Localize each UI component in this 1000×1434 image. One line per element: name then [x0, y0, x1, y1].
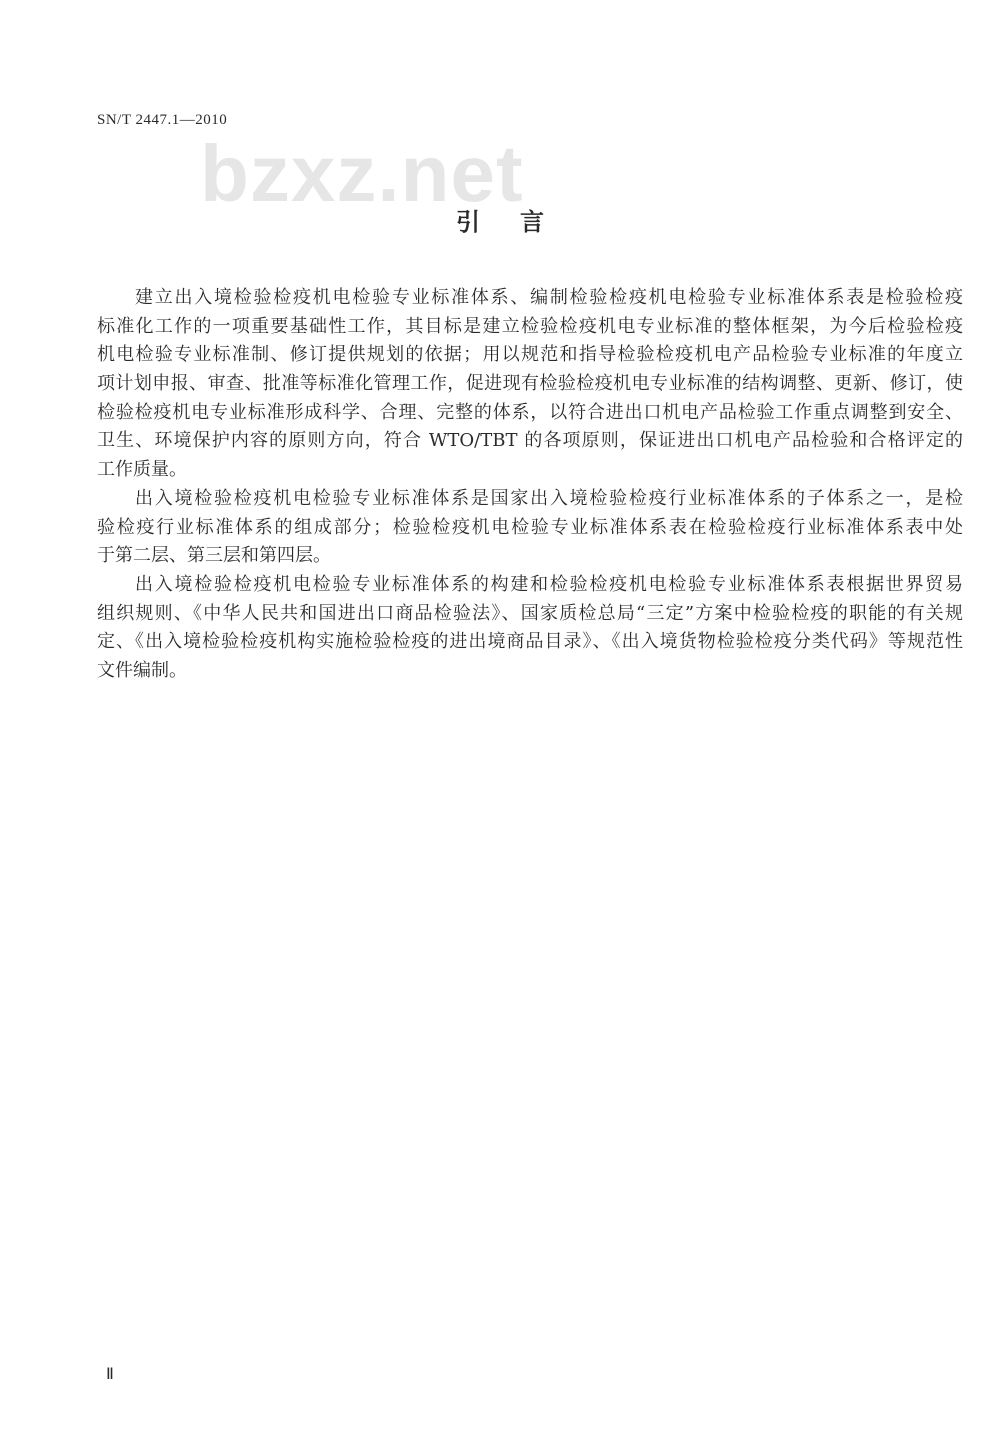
paragraph-line: 验检疫行业标准体系的组成部分；检验检疫机电检验专业标准体系表在检验检疫行业标准体系表中处	[97, 516, 963, 538]
paragraph-line: 建立出入境检验检疫机电检验专业标准体系、编制检验检疫机电检验专业标准体系表是检验检疫	[135, 287, 963, 308]
paragraph-line: 定、《出入境检验检疫机构实施检验检疫的进出境商品目录》、《出入境货物检验检疫分类代码》等规范性	[97, 631, 963, 653]
document-body	[97, 284, 963, 686]
paragraph-line: 文件编制。	[97, 659, 187, 681]
paragraph-line: 标准化工作的一项重要基础性工作，其目标是建立检验检疫机电专业标准的整体框架，为今后检验检疫	[97, 315, 963, 337]
paragraph-line: 机电检验专业标准制、修订提供规划的依据；用以规范和指导检验检疫机电产品检验专业标准的年度立	[97, 344, 963, 366]
watermark: bzxz.net	[200, 129, 524, 218]
paragraph	[97, 571, 963, 686]
paragraph-line: 出入境检验检疫机电检验专业标准体系的构建和检验检疫机电检验专业标准体系表根据世界贸易	[135, 573, 963, 595]
paragraph-line: 出入境检验检疫机电检验专业标准体系是国家出入境检验检疫行业标准体系的子体系之一，是检	[135, 487, 963, 509]
paragraph	[97, 485, 963, 571]
standard-number: SN/T 2447.1—2010	[97, 112, 228, 128]
paragraph-line: 组织规则、《中华人民共和国进出口商品检验法》、国家质检总局“三定”方案中检验检疫的职能的有关规	[97, 602, 963, 624]
page-title: 引言	[456, 208, 584, 236]
paragraph-line: 检验检疫机电专业标准形成科学、合理、完整的体系，以符合进出口机电产品检验工作重点调整到安全、	[97, 401, 963, 423]
page-number: Ⅱ	[106, 1366, 114, 1383]
paragraph-line: 于第二层、第三层和第四层。	[97, 545, 331, 567]
paragraph-line: 工作质量。	[97, 459, 187, 481]
paragraph	[97, 284, 963, 485]
paragraph-line: 卫生、环境保护内容的原则方向，符合 WTO/TBT 的各项原则，保证进出口机电产品检验和合格评定的	[97, 430, 963, 452]
paragraph-line: 项计划申报、审查、批准等标准化管理工作，促进现有检验检疫机电专业标准的结构调整、更新、修订，使	[97, 373, 963, 395]
